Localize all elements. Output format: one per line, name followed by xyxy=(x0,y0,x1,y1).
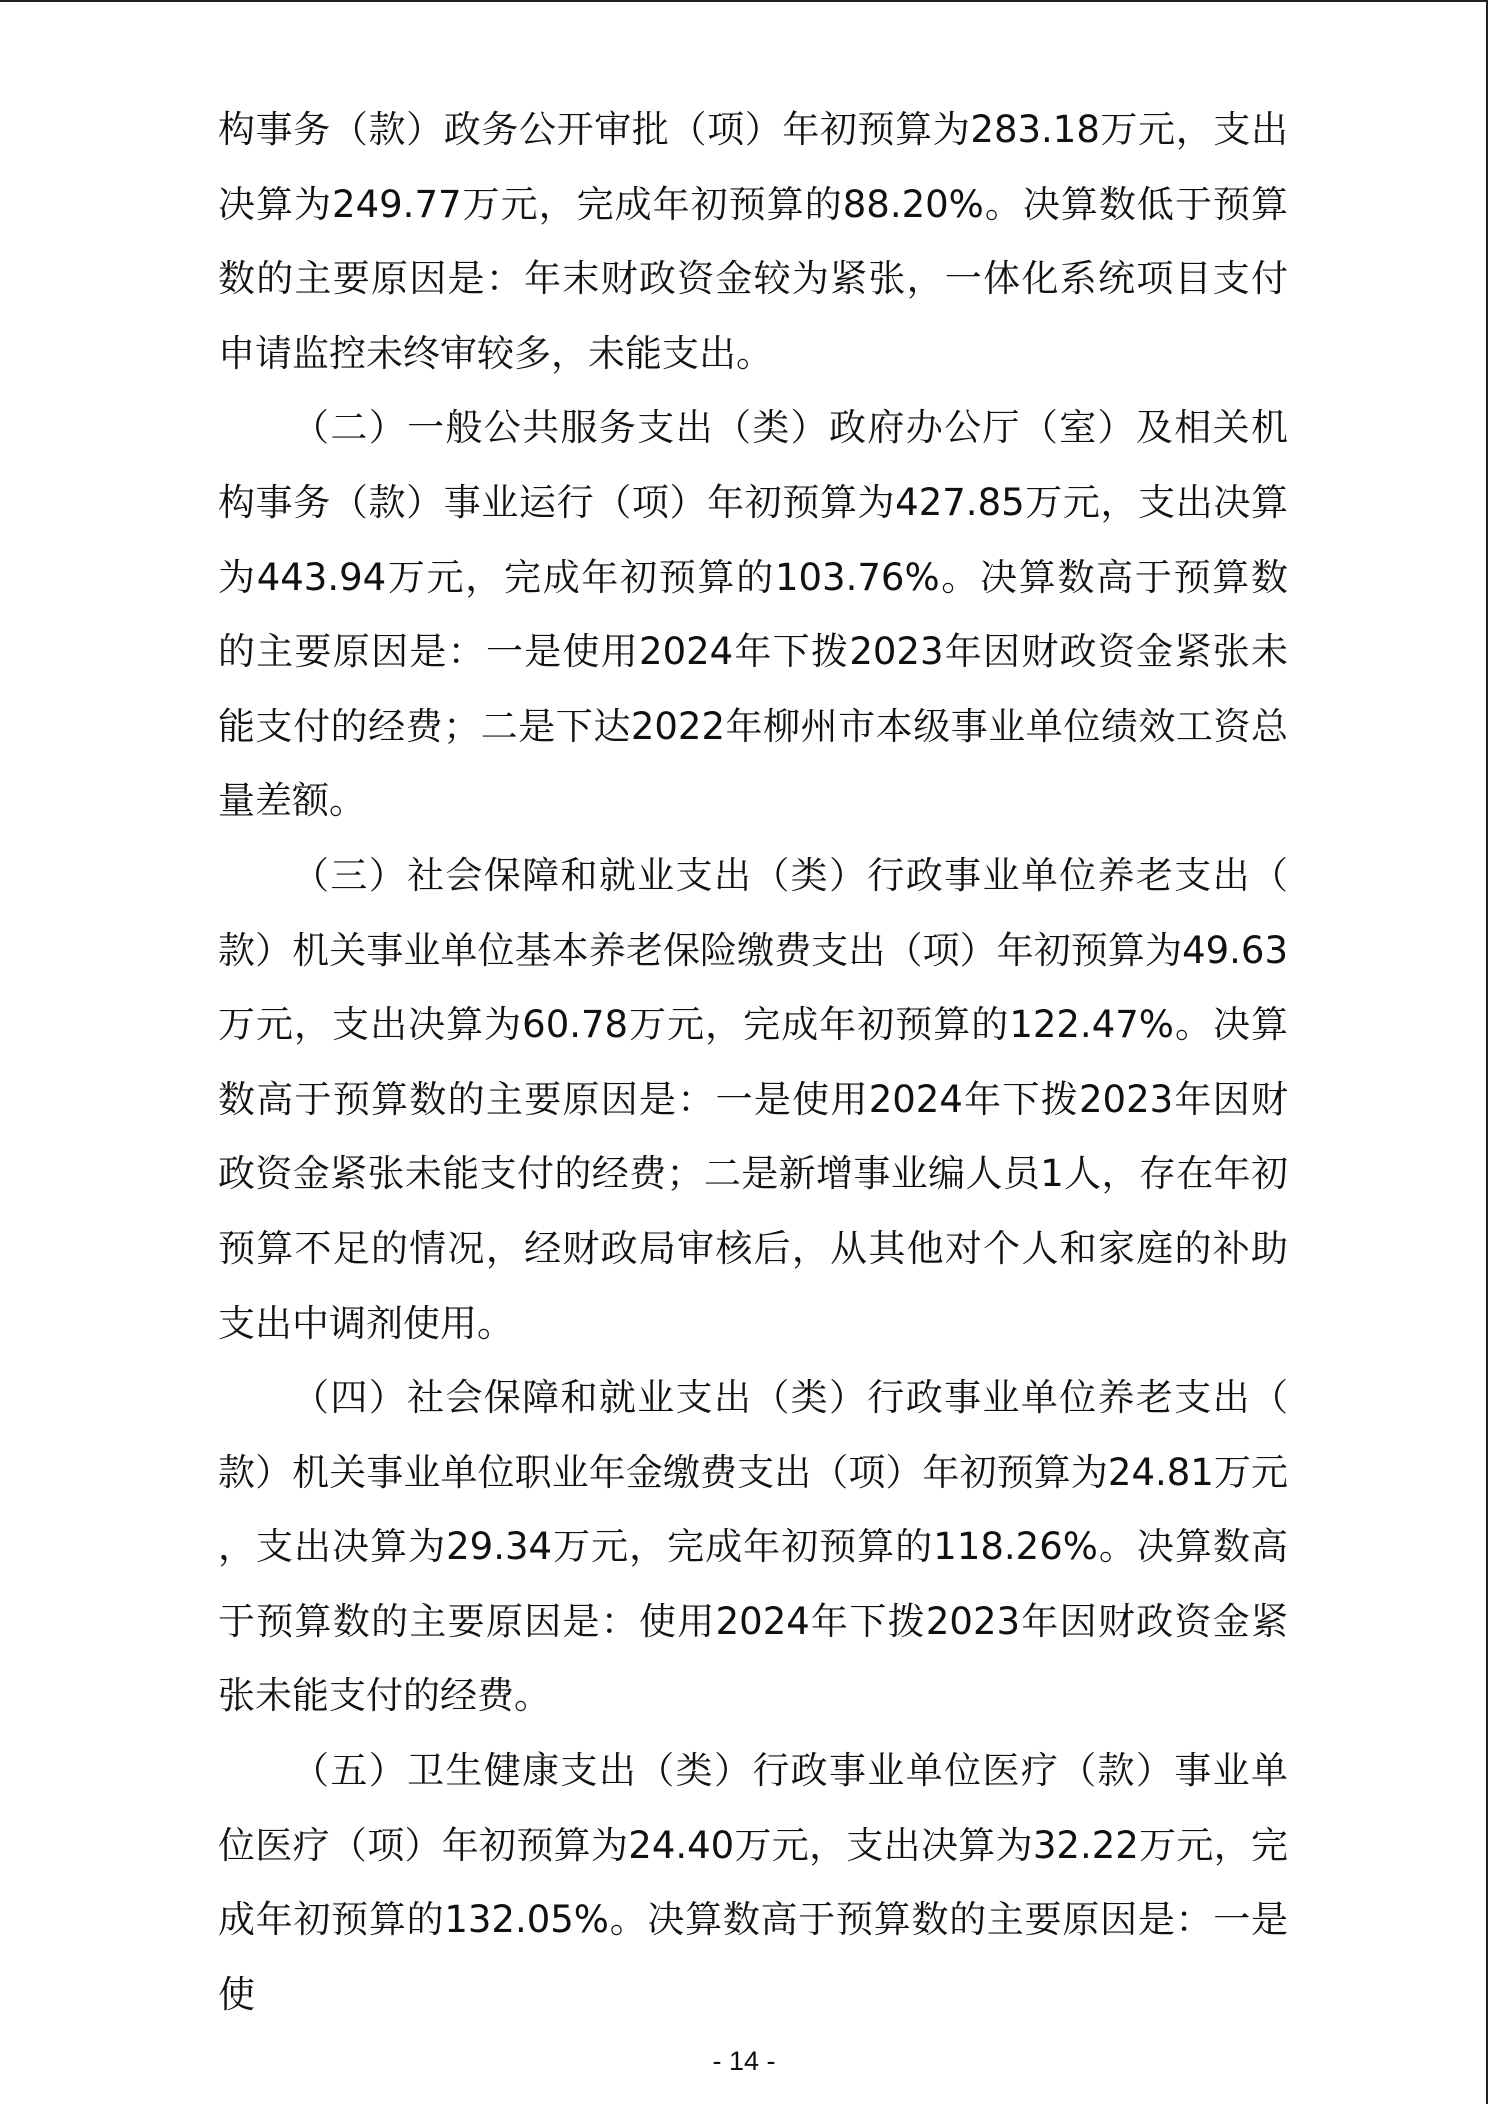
paragraph-general-public-services: （二）一般公共服务支出（类）政府办公厅（室）及相关机构事务（款）事业运行（项）年初预算为427.85万元，支出决算为443.94万元，完成年初预算的103.76%。决算数高于预算数的主要原因是：一是使用2024年下拨2023年因财政资金紧张未能支付的经费；二是下达2022年柳州市本级事业单位绩效工资总量差额。 xyxy=(218,406,1288,823)
document-body xyxy=(218,93,1288,2032)
paragraph-basic-pension-insurance: （三）社会保障和就业支出（类）行政事业单位养老支出（款）机关事业单位基本养老保险缴费支出（项）年初预算为49.63万元，支出决算为60.78万元，完成年初预算的122.47%。决算数高于预算数的主要原因是：一是使用2024年下拨2023年因财政资金紧张未能支付的经费；二是新增事业编人员1人，存在年初预算不足的情况，经财政局审核后，从其他对个人和家庭的补助支出中调剂使用。 xyxy=(218,853,1288,1345)
page-number: - 14 - xyxy=(712,2046,776,2076)
paragraph-budget-approval: 构事务（款）政务公开审批（项）年初预算为283.18万元，支出决算为249.77万元，完成年初预算的88.20%。决算数低于预算数的主要原因是：年末财政资金较为紧张，一体化系统项目支付申请监控未终审较多，未能支出。 xyxy=(218,108,1288,375)
paragraph-occupational-annuity: （四）社会保障和就业支出（类）行政事业单位养老支出（款）机关事业单位职业年金缴费支出（项）年初预算为24.81万元，支出决算为29.34万元，完成年初预算的118.26%。决算数高于预算数的主要原因是：使用2024年下拨2023年因财政资金紧张未能支付的经费。 xyxy=(218,1376,1288,1718)
paragraph-health-medical: （五）卫生健康支出（类）行政事业单位医疗（款）事业单位医疗（项）年初预算为24.40万元，支出决算为32.22万元，完成年初预算的132.05%。决算数高于预算数的主要原因是：一是使 xyxy=(218,1749,1288,2016)
